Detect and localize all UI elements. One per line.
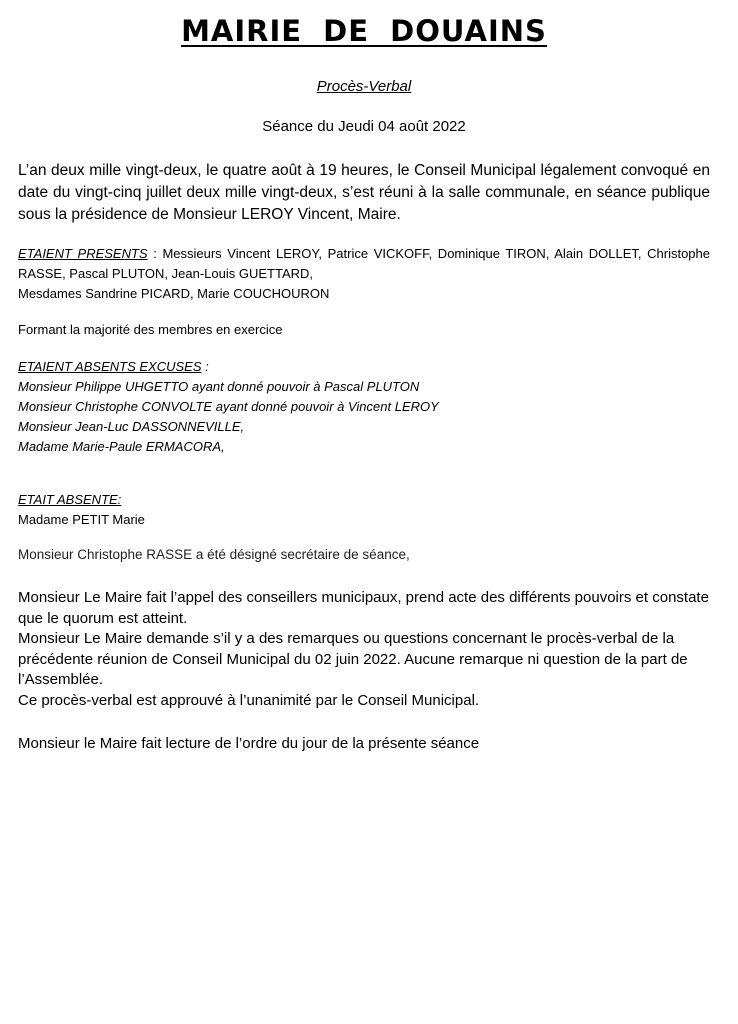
absent-line: Monsieur Philippe UHGETTO ayant donné pouvoir à Pascal PLUTON [18, 379, 420, 394]
secretaire-statement: Monsieur Christophe RASSE a été désigné secrétaire de séance, [18, 547, 410, 562]
presents-label: ETAIENT PRESENTS [18, 246, 148, 261]
absents-excuses-suffix: : [201, 359, 209, 374]
body-paragraph: Monsieur Le Maire fait l’appel des conseillers municipaux, prend acte des différents pouvoirs et constate que le quorum est atteint. [18, 589, 709, 627]
intro-paragraph: L’an deux mille vingt-deux, le quatre août à 19 heures, le Conseil Municipal légalement convoqué en date du vingt-cinq juillet deux mille vingt-deux, s’est réuni à la salle communale, en séance publique sous la présidence de Monsieur LEROY Vincent, Maire. [18, 162, 710, 223]
absent-line: Monsieur Jean-Luc DASSONNEVILLE, [18, 419, 245, 434]
quorum-statement: Formant la majorité des membres en exercice [18, 322, 283, 337]
absent-line: Monsieur Christophe CONVOLTE ayant donné pouvoir à Vincent LEROY [18, 399, 439, 414]
presents-separator: : [147, 246, 163, 261]
presents-section [18, 244, 710, 304]
body-paragraph: Ce procès-verbal est approuvé à l’unanimité par le Conseil Municipal. [18, 691, 480, 709]
minutes-body [18, 588, 710, 712]
absente-name: Madame PETIT Marie [18, 512, 145, 527]
seance-date: Séance du Jeudi 04 août 2022 [262, 118, 466, 135]
body-paragraph: Monsieur Le Maire demande s’il y a des remarques ou questions concernant le procès-verbal de la précédente réunion de Conseil Municipal du 02 juin 2022. Aucune remarque ni question de la part de l’Assemblée. [18, 630, 688, 689]
absents-excuses-label: ETAIENT ABSENTS EXCUSES [18, 359, 202, 374]
absente-section [18, 490, 710, 530]
absente-label: ETAIT ABSENTE: [18, 492, 122, 507]
presents-messieurs: Messieurs Vincent LEROY, Patrice VICKOFF, Dominique TIRON, Alain DOLLET, Christophe RASSE, Pascal PLUTON, Jean-Louis GUETTARD, [18, 246, 710, 281]
page-title-text: MAIRIE DE DOUAINS [181, 14, 547, 48]
presents-mesdames: Mesdames Sandrine PICARD, Marie COUCHOURON [18, 286, 330, 301]
subtitle-text: Procès-Verbal [316, 78, 412, 95]
document-subtitle [18, 78, 710, 95]
page-title [18, 14, 710, 48]
ordre-du-jour-statement: Monsieur le Maire fait lecture de l’ordre du jour de la présente séance [18, 735, 480, 752]
absents-excuses-section [18, 357, 710, 457]
absent-line: Madame Marie-Paule ERMACORA, [18, 439, 225, 454]
